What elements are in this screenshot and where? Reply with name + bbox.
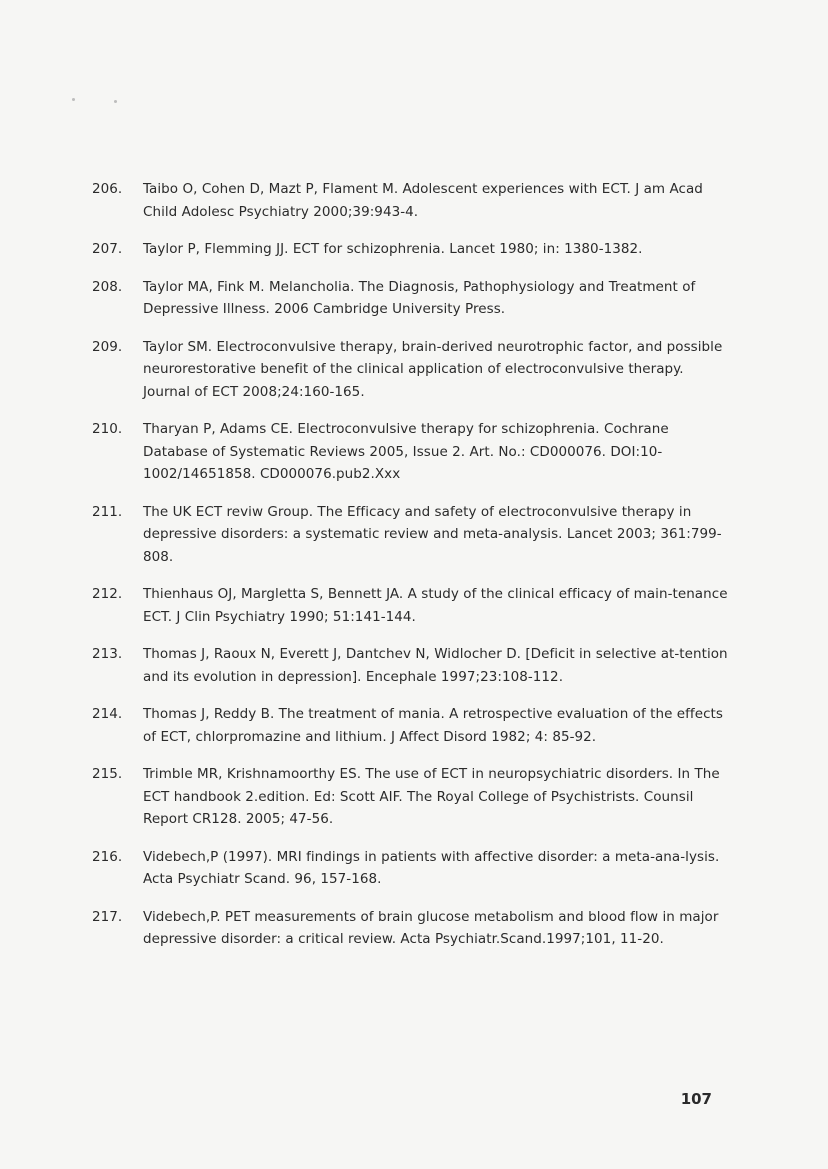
page-number: 107 bbox=[680, 1090, 712, 1108]
reference-list bbox=[92, 178, 732, 966]
reference-text: Thomas J, Reddy B. The treatment of mania. A retrospective evaluation of the effects of ECT, chlorpromazine and lithium. J Affect Disord 1982; 4: 85-92. bbox=[143, 706, 723, 745]
reference-number: 217. bbox=[92, 908, 123, 925]
reference-item bbox=[92, 418, 732, 486]
reference-number: 212. bbox=[92, 586, 123, 602]
reference-item bbox=[92, 178, 732, 223]
reference-number: 206. bbox=[92, 181, 123, 197]
reference-item bbox=[92, 846, 732, 891]
reference-text: Taylor P, Flemming JJ. ECT for schizophrenia. Lancet 1980; in: 1380-1382. bbox=[143, 241, 643, 257]
reference-number: 216. bbox=[92, 848, 123, 865]
reference-number: 210. bbox=[92, 421, 123, 437]
reference-text: Thienhaus OJ, Margletta S, Bennett JA. A study of the clinical efficacy of main-tenance ECT. J Clin Psychiatry 1990; 51:141-144. bbox=[143, 586, 728, 625]
reference-item bbox=[92, 238, 732, 261]
scan-specks bbox=[70, 96, 130, 106]
reference-text: Tharyan P, Adams CE. Electroconvulsive therapy for schizophrenia. Cochrane Database of Systematic Reviews 2005, Issue 2. Art. No.: CD000076. DOI:10-1002/14651858. CD000076.pub2.Xxx bbox=[143, 421, 669, 482]
reference-item bbox=[92, 763, 732, 831]
reference-number: 208. bbox=[92, 278, 123, 295]
reference-number: 209. bbox=[92, 338, 123, 355]
reference-text: Taibo O, Cohen D, Mazt P, Flament M. Adolescent experiences with ECT. J am Acad Child Adolesc Psychiatry 2000;39:943-4. bbox=[143, 181, 703, 220]
reference-item bbox=[92, 703, 732, 748]
scan-speck bbox=[114, 100, 117, 103]
reference-item bbox=[92, 501, 732, 569]
reference-number: 211. bbox=[92, 503, 123, 520]
reference-item bbox=[92, 276, 732, 321]
reference-item bbox=[92, 336, 732, 404]
reference-text: Taylor SM. Electroconvulsive therapy, brain-derived neurotrophic factor, and possible neurorestorative benefit of the clinical application of electroconvulsive therapy. Journal of ECT 2008;24:160-165. bbox=[143, 338, 723, 400]
reference-item bbox=[92, 906, 732, 951]
reference-text: Taylor MA, Fink M. Melancholia. The Diagnosis, Pathophysiology and Treatment of Depressive Illness. 2006 Cambridge University Press. bbox=[143, 278, 696, 317]
reference-text: Trimble MR, Krishnamoorthy ES. The use of ECT in neuropsychiatric disorders. In The ECT handbook 2.edition. Ed: Scott AIF. The Royal College of Psychistrists. Counsil Report CR128. 2005; 47-56. bbox=[143, 766, 720, 827]
reference-text: Thomas J, Raoux N, Everett J, Dantchev N, Widlocher D. [Deficit in selective at-tention and its evolution in depression]. Encephale 1997;23:108-112. bbox=[143, 646, 728, 685]
reference-number: 215. bbox=[92, 766, 123, 782]
reference-item bbox=[92, 643, 732, 688]
reference-number: 213. bbox=[92, 646, 123, 662]
reference-number: 214. bbox=[92, 706, 123, 722]
scan-speck bbox=[72, 98, 75, 101]
reference-item bbox=[92, 583, 732, 628]
reference-text: Videbech,P (1997). MRI findings in patients with affective disorder: a meta-ana-lysis. Acta Psychiatr Scand. 96, 157-168. bbox=[143, 848, 720, 887]
reference-number: 207. bbox=[92, 241, 123, 257]
reference-text: Videbech,P. PET measurements of brain glucose metabolism and blood flow in major depressive disorder: a critical review. Acta Psychiatr.Scand.1997;101, 11-20. bbox=[143, 908, 719, 947]
reference-text: The UK ECT reviw Group. The Efficacy and safety of electroconvulsive therapy in depressive disorders: a systematic review and meta-analysis. Lancet 2003; 361:799-808. bbox=[143, 503, 722, 565]
